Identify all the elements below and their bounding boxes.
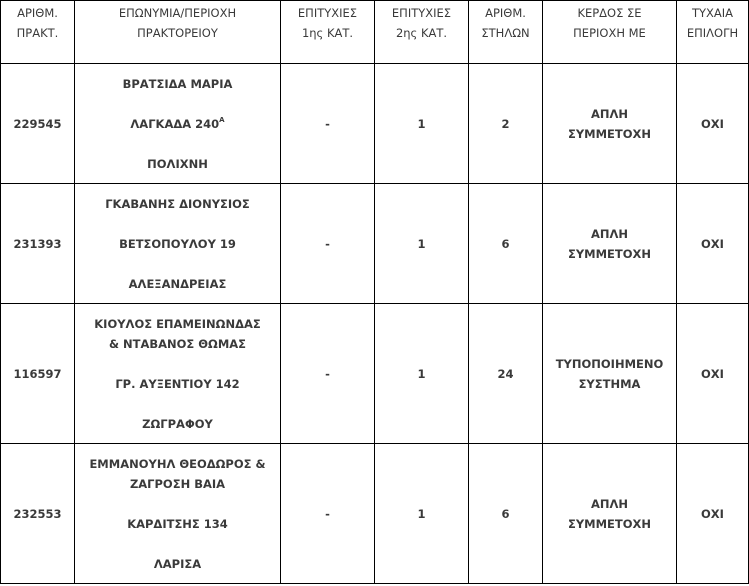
- columns-cell: 6: [469, 444, 543, 584]
- second-category-cell: 1: [375, 304, 469, 444]
- second-category-cell: 1: [375, 444, 469, 584]
- random-pick-cell: ΟΧΙ: [677, 304, 749, 444]
- gain-type-cell: ΑΠΛΗ ΣΥΜΜΕΤΟΧΗ: [543, 444, 677, 584]
- agency-name-cell: ΒΡΑΤΣΙΔΑ ΜΑΡΙΑ ΛΑΓΚΑΔΑ $240^A$ ΠΟΛΙΧΝΗ: [75, 64, 281, 184]
- header-second-category: ΕΠΙΤΥΧΙΕΣ 2ης ΚΑΤ.: [375, 1, 469, 64]
- header-random-pick: ΤΥΧΑΙΑ ΕΠΙΛΟΓΗ: [677, 1, 749, 64]
- agency-number-cell: 231393: [1, 184, 75, 304]
- agency-name-cell: ΕΜΜΑΝΟΥΗΛ ΘΕΟΔΩΡΟΣ & ΖΑΓΡΟΣΗ ΒΑΙΑ ΚΑΡΔΙΤΣΗΣ 134 ΛΑΡΙΣΑ: [75, 444, 281, 584]
- random-pick-cell: ΟΧΙ: [677, 444, 749, 584]
- header-agency-name: ΕΠΩΝΥΜΙΑ/ΠΕΡΙΟΧΗ ΠΡΑΚΤΟΡΕΙΟΥ: [75, 1, 281, 64]
- first-category-cell: -: [281, 184, 375, 304]
- agency-number-cell: 116597: [1, 304, 75, 444]
- table-row: [1, 184, 749, 304]
- header-row: [1, 1, 749, 64]
- agency-name-cell: ΓΚΑΒΑΝΗΣ ΔΙΟΝΥΣΙΟΣ ΒΕΤΣΟΠΟΥΛΟΥ 19 ΑΛΕΞΑΝΔΡΕΙΑΣ: [75, 184, 281, 304]
- first-category-cell: -: [281, 444, 375, 584]
- gain-type-cell: ΑΠΛΗ ΣΥΜΜΕΤΟΧΗ: [543, 64, 677, 184]
- columns-cell: 2: [469, 64, 543, 184]
- table-row: [1, 64, 749, 184]
- columns-cell: 6: [469, 184, 543, 304]
- agency-number-cell: 229545: [1, 64, 75, 184]
- columns-cell: 24: [469, 304, 543, 444]
- header-first-category: ΕΠΙΤΥΧΙΕΣ 1ης ΚΑΤ.: [281, 1, 375, 64]
- gain-type-cell: ΤΥΠΟΠΟΙΗΜΕΝΟ ΣΥΣΤΗΜΑ: [543, 304, 677, 444]
- random-pick-cell: ΟΧΙ: [677, 184, 749, 304]
- header-gain-type: ΚΕΡΔΟΣ ΣΕ ΠΕΡΙΟΧΗ ΜΕ: [543, 1, 677, 64]
- agency-name-cell: ΚΙΟΥΛΟΣ ΕΠΑΜΕΙΝΩΝΔΑΣ & ΝΤΑΒΑΝΟΣ ΘΩΜΑΣ ΓΡ. ΑΥΞΕΝΤΙΟΥ 142 ΖΩΓΡΑΦΟΥ: [75, 304, 281, 444]
- table-row: [1, 304, 749, 444]
- table-row: [1, 444, 749, 584]
- first-category-cell: -: [281, 304, 375, 444]
- second-category-cell: 1: [375, 184, 469, 304]
- second-category-cell: 1: [375, 64, 469, 184]
- header-columns: ΑΡΙΘΜ. ΣΤΗΛΩΝ: [469, 1, 543, 64]
- random-pick-cell: ΟΧΙ: [677, 64, 749, 184]
- gain-type-cell: ΑΠΛΗ ΣΥΜΜΕΤΟΧΗ: [543, 184, 677, 304]
- agency-number-cell: 232553: [1, 444, 75, 584]
- header-agency-number: ΑΡΙΘΜ. ΠΡΑΚΤ.: [1, 1, 75, 64]
- first-category-cell: -: [281, 64, 375, 184]
